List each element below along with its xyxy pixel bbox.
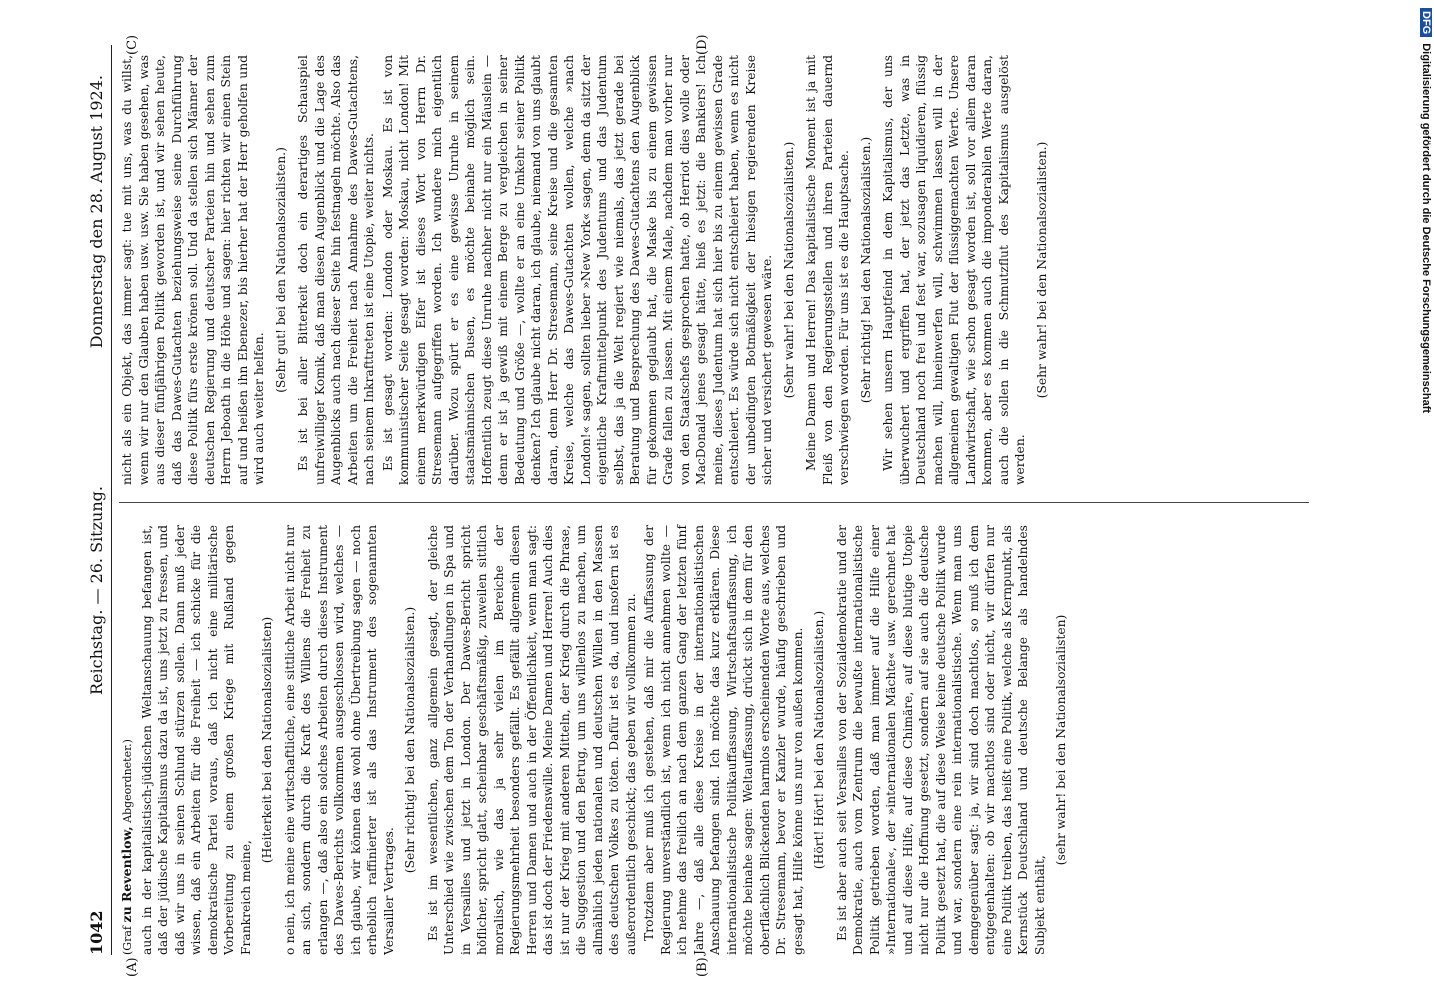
page-number: 1042	[87, 910, 106, 955]
margin-marker-a: (A)	[125, 957, 140, 977]
paragraph: o nein, ich meine eine wirtschaftliche, eine sittliche Arbeit nicht nur an sich, sondern durch die Kraft des Willens die Freiheit zu erlangen —, daß also ein solches Arbeiten durch dieses Instrument des Dawes-Berichts vollkommen ausgeschlossen wird, welches — ich glaube, wir können das wohl ohne Übertreibung sagen — noch erheblich raffinierter ist als das Instrument des sogenannten Versailler Vertrages.	[282, 525, 396, 955]
paragraph: auch in der kapitalistisch-jüdischen Weltanschauung befangen ist, daß der jüdische Kapitalismus dazu da ist, uns jetzt zu fressen, und daß wir uns in seinen Schlund stürzen sollen. Dann muß jeder wissen, daß ein Arbeiten für die Freiheit — ich schicke für die demokratische Partei voraus, daß ich nicht eine militärische Vorbereitung zu einem großen Kriege mit Rußland gegen Frankreich meine,	[139, 525, 253, 955]
dfg-badge: DFG	[1420, 8, 1432, 37]
interjection: (Hört! Hört! bei den Nationalsozialisten.)	[812, 610, 826, 870]
interjection: (Sehr wahr! bei den Nationalsozialisten.)	[781, 141, 796, 399]
rotated-page	[85, 34, 1325, 977]
speaker-prefix: (Graf	[121, 926, 134, 955]
paragraph: Es ist gesagt worden: London oder Moskau. Es ist von kommunistischer Seite gesagt worden: Moskau, nicht London! Mit einem merkwürdigen Eifer ist dieses Wort von Herrn Dr. Stresemann aufgegriffen worden. Ich wundere mich eigentlich darüber. Wozu spürt er es eine gewisse Unruhe in seinem staatsmännischen Busen, es möchte beinahe möglich sein. Hoffentlich zeugt diese Unruhe nachher nicht nur ein Mäuslein — denn er ist ja gewiß mit einem Berge zu vergleichen in seiner Bedeutung und Größe —, wollte er an eine Umkehr seiner Politik denken? Ich glaube nicht daran, ich glaube, niemand von uns glaubt daran, denn Herr Dr. Stresemann, seine Kreise und die gesamten Kreise, welche das Dawes-Gutachten wollen, welche »nach London!« sagen, sollten lieber »New York« sagen, denn da sitzt der eigentliche Kraftmittelpunkt des Judentums und das Judentum selbst, das ja die Welt regiert wie niemals, das jetzt gerade bei Beratung und Besprechung des Dawes-Gutachtens den Augenblick für gekommen geglaubt hat, die Maske bis zu einem gewissen Grade fallen zu lassen. Mit einem Male, nachdem man vorher nur von den Staatschefs gesprochen hatte, ob Herriot dies wolle oder MacDonald jenes gesagt hätte, hieß es jetzt: die Bankiers! Ich meine, dieses Judentum hat sich hier bis zu einem gewissen Grade entschleiert. Es würde sich nicht entschleiert haben, wenn es nicht der unbedingten Botmäßigkeit der hiesigen regierenden Kreise sicher und versichert gewesen wäre.	[380, 55, 774, 485]
right-column	[119, 55, 1056, 485]
interjection: (Sehr richtig! bei den Nationalsozialisten.)	[858, 136, 873, 404]
interjection: (Sehr wahr! bei den Nationalsozialisten.)	[1034, 141, 1049, 399]
paragraph: Meine Damen und Herren! Das kapitalistische Moment ist ja mit Fleiß von den Regierungsstellen und ihren Parteien dauernd verschwiegen worden. Für uns ist es die Hauptsache.	[804, 55, 851, 485]
interjection: (Sehr richtig! bei den Nationalsozialisten.)	[403, 606, 417, 874]
credit-text	[1418, 8, 1432, 988]
credit-label: Digitalisierung gefördert durch die Deutsche Forschungsgemeinschaft	[1420, 43, 1432, 414]
interjection: (Sehr gut! bei den Nationalsozialisten.)	[273, 147, 288, 393]
paragraph: Es ist aber auch seit Versailles von der Sozialdemokratie und der Demokratie, auch vom Zentrum die bewußte internationalistische Politik getrieben worden, daß man immer auf die Hilfe einer »Internationale«, der »internationalen Mächte« usw. gerechnet hat und auf diese Hilfe, auf diese Chimäre, auf diese blutige Utopie nicht nur die Hoffnung gesetzt, sondern auf sie auch die deutsche Politik gesetzt hat, die auf diese Weise keine deutsche Politik wurde und war, sondern eine rein internationalistische. Wenn man uns demgegenüber sagt: ja, wir sind doch machtlos, so muß ich dem entgegenhalten: ob wir machtlos sind oder nicht, wir dürfen nur eine Politik treiben, das heißt eine Politik, welche als Kernpunkt, als Kernstück Deutschland und deutsche Belange als handelndes Subjekt enthält,	[834, 525, 1047, 955]
margin-marker-c: (C)	[125, 34, 140, 55]
margin-marker-b: (B)	[695, 957, 710, 977]
speaker-line	[119, 525, 137, 955]
paragraph: nicht als ein Objekt, das immer sagt: tue mit uns, was du willst, wenn wir nur den Glauben haben usw. usw. Sie haben gesehen, was aus dieser fünfjährigen Politik geworden ist, und wir sehen heute, daß das Dawes-Gutachten beziehungsweise seine Durchführung diese Politik fürs erste krönen soll. Und da stellen sich Männer der deutschen Regierung und deutscher Parteien hin und sehen zum Herrn Jeboath in die Höhe und sagen: hier richten wir einen Stein auf und heißen ihn Ebenezer, bis hierher hat der Herr geholfen und wird auch weiter helfen.	[120, 55, 266, 485]
session-title: Reichstag. — 26. Sitzung.	[87, 486, 106, 695]
interjection: (sehr wahr! bei den Nationalsozialisten)	[1054, 614, 1068, 866]
paragraph: Wir sehen unsern Hauptfeind in dem Kapitalismus, der uns überwuchert und ergriffen hat, der jetzt das Letzte, was in Deutschland noch frei und fest war, sozusagen liquidieren, flüssig machen will, hineinwerfen will, schwimmen lassen will in der allgemeinen gewaltigen Flut der flüssiggemachten Werte. Unsere Landwirtschaft, wie schon gesagt worden ist, soll vor allem daran kommen, aber es kommen auch die imponderabilen Werte daran, auch die sollen in die Schmutzflut des Kapitalismus ausgelöst werden.	[881, 55, 1027, 485]
interjection: (Heiterkeit bei den Nationalsozialisten)	[260, 616, 274, 864]
margin-marker-d: (D)	[695, 34, 710, 55]
page-header	[85, 45, 112, 955]
paragraph: Trotzdem aber muß ich gestehen, daß mir die Auffassung der Regierung unverständlich ist, wenn ich nicht annehmen wollte — ich nehme das freilich an nach dem ganzen Gang der letzten fünf Jahre —, daß alle diese Kreise in der internationalistischen Anschauung befangen sind. Ich möchte das kurz erklären. Diese internationalistische Politikauffassung, Wirtschaftsauffassung, ich möchte beinahe sagen: Weltauffassung, drückt sich in dem für den oberflächlich Blickenden harmlos erscheinenden Worte aus, welches Dr. Stresemann, bevor er Kanzler wurde, häufig geschrieben und gesagt hat, Hilfe könne uns nur von außen kommen.	[642, 525, 805, 955]
session-date: Donnerstag den 28. August 1924.	[87, 75, 106, 349]
paragraph: Es ist bei aller Bitterkeit doch ein derartiges Schauspiel unfreiwilliger Komik, daß man diesen Augenblick und die Lage des Augenblicks auch nach dieser Seite hin festnageln möchte. Also das Arbeiten um die Freiheit nach Annahme des Dawes-Gutachtens, nach seinem Inkrafttreten ist eine Utopie, weiter nichts.	[296, 55, 376, 485]
digitization-credit	[1418, 8, 1432, 988]
speaker-name: zu Reventlow,	[119, 826, 134, 923]
column-divider	[119, 502, 1309, 503]
left-column	[119, 525, 1076, 955]
speaker-role: Abgeordneter.)	[121, 739, 134, 823]
paragraph: Es ist im wesentlichen, ganz allgemein gesagt, der gleiche Unterschied wie zwischen dem Ton der Verhandlungen in Spa und in Versailles und jetzt in London. Der Dawes-Bericht spricht höflicher, spricht glatt, scheinbar geschäftsmäßig, zuweilen sittlich moralisch, wie das ja sehr vielen im Bereiche der Regierungsmehrheit besonders gefällt. Es gefällt allgemein diesen Herren und Damen und auch in der Öffentlichkeit, wenn man sagt: das ist doch der Friedenswille. Meine Damen und Herren! Auch dies ist nur der Krieg mit anderen Mitteln, der Krieg durch die Phrase, die Suggestion und den Betrug, um uns willenlos zu machen, um allmählich jeden nationalen und deutschen Willen in den Massen des deutschen Volkes zu töten. Dafür ist es da, und insofern ist es außerordentlich geschickt; das geben wir vollkommen zu.	[425, 525, 638, 955]
